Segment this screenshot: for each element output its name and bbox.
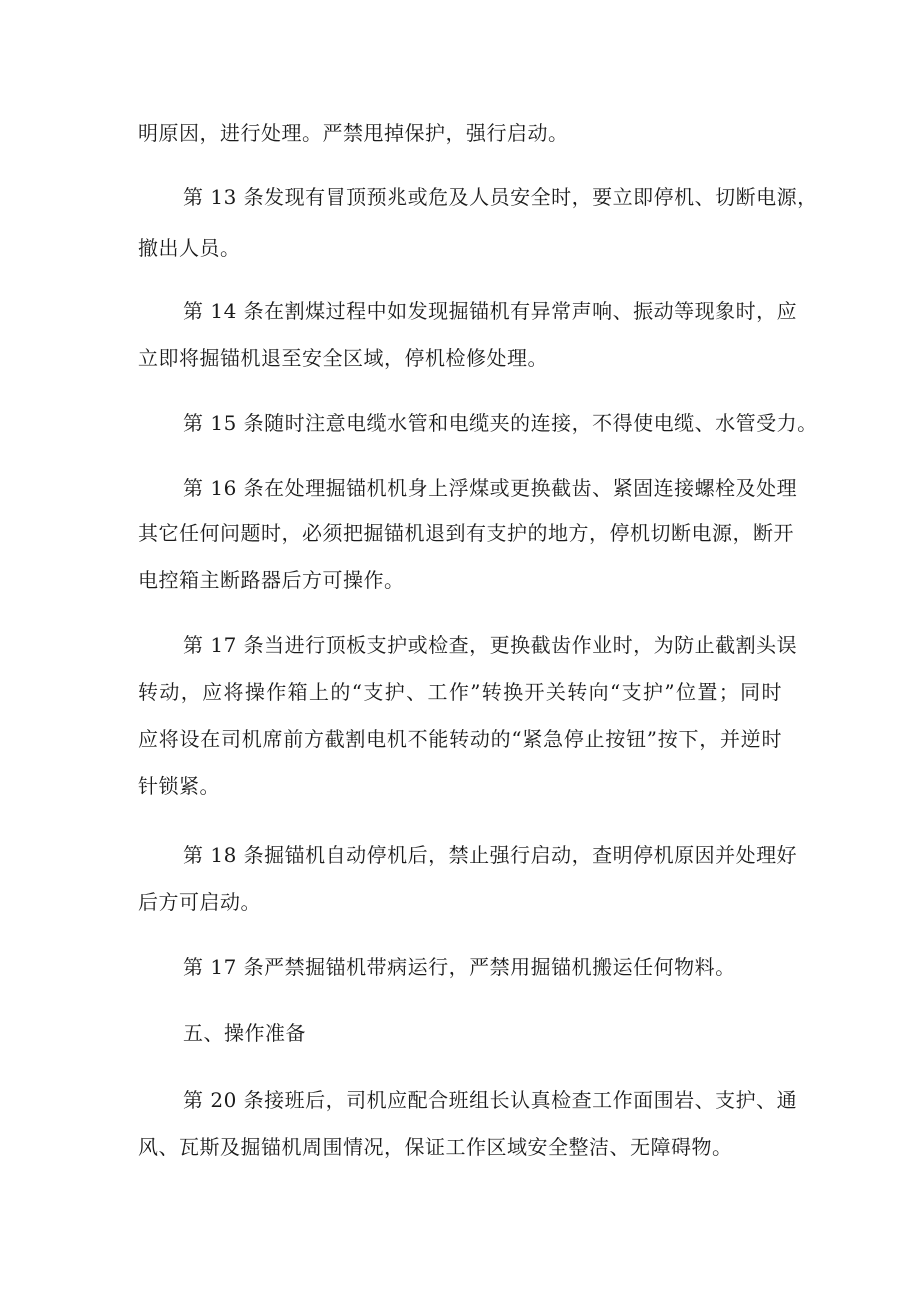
paragraph-continuation-line-1: 明原因，进行处理。严禁甩掉保护，强行启动。 [138,121,569,145]
article-16-line-2: 其它任何问题时，必须把掘锚机退到有支护的地方，停机切断电源，断开 [138,521,794,545]
article-14-line-2: 立即将掘锚机退至安全区域，停机检修处理。 [138,346,548,370]
article-13-line-2: 撤出人员。 [138,236,241,260]
article-17a-line-3: 应将设在司机席前方截割电机不能转动的“紧急停止按钮”按下，并逆时 [138,727,782,751]
article-18-line-2: 后方可启动。 [138,890,261,914]
article-15-line-1: 第 15 条随时注意电缆水管和电缆夹的连接，不得使电缆、水管受力。 [183,411,818,435]
article-13-line-1: 第 13 条发现有冒顶预兆或危及人员安全时，要立即停机、切断电源， [183,185,818,209]
article-14-line-1: 第 14 条在割煤过程中如发现掘锚机有异常声响、振动等现象时，应 [183,299,798,323]
article-20-line-2: 风、瓦斯及掘锚机周围情况，保证工作区域安全整洁、无障碍物。 [138,1135,733,1159]
article-16-line-1: 第 16 条在处理掘锚机机身上浮煤或更换截齿、紧固连接螺栓及处理 [183,476,798,500]
article-17a-line-1: 第 17 条当进行顶板支护或检查，更换截齿作业时，为防止截割头误 [183,633,798,657]
article-18-line-1: 第 18 条掘锚机自动停机后，禁止强行启动，查明停机原因并处理好 [183,843,798,867]
article-17b-line-1: 第 17 条严禁掘锚机带病运行，严禁用掘锚机搬运任何物料。 [183,955,736,979]
article-17a-line-4: 针锁紧。 [138,774,220,798]
article-20-line-1: 第 20 条接班后，司机应配合班组长认真检查工作面围岩、支护、通 [183,1088,798,1112]
article-16-line-3: 电控箱主断路器后方可操作。 [138,568,405,592]
article-17a-line-2: 转动，应将操作箱上的“支护、工作”转换开关转向“支护”位置；同时 [138,680,782,704]
section-heading-operation-prep: 五、操作准备 [183,1021,306,1045]
